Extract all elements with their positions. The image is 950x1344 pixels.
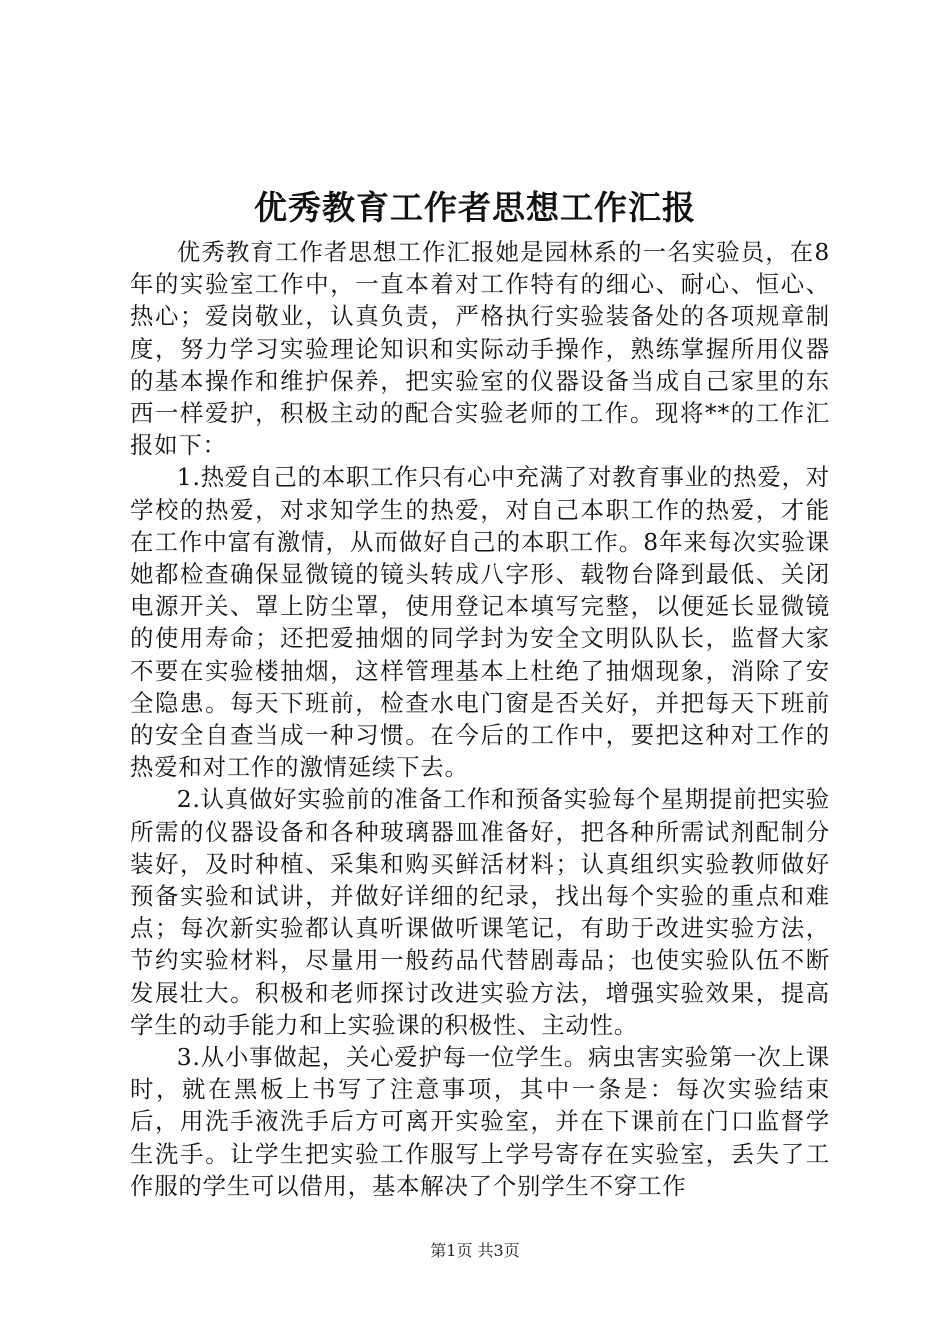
document-body bbox=[130, 236, 830, 1202]
paragraph-intro: 优秀教育工作者思想工作汇报她是园林系的一名实验员，在8年的实验室工作中，一直本着对工作特有的细心、耐心、恒心、热心；爱岗敬业，认真负责，严格执行实验装备处的各项规章制度，努力学习实验理论知识和实际动手操作，熟练掌握所用仪器的基本操作和维护保养，把实验室的仪器设备当成自己家里的东西一样爱护，积极主动的配合实验老师的工作。现将**的工作汇报如下： bbox=[130, 238, 830, 460]
paragraph-item-3: 3.从小事做起，关心爱护每一位学生。病虫害实验第一次上课时，就在黑板上书写了注意事项，其中一条是：每次实验结束后，用洗手液洗手后方可离开实验室，并在下课前在门口监督学生洗手。让学生把实验工作服写上学号寄存在实验室，丢失了工作服的学生可以借用，基本解决了个别学生不穿工作 bbox=[130, 1043, 830, 1200]
document-title: 优秀教育工作者思想工作汇报 bbox=[254, 188, 696, 227]
paragraph-item-2: 2.认真做好实验前的准备工作和预备实验每个星期提前把实验所需的仪器设备和各种玻璃器皿准备好，把各种所需试剂配制分装好，及时种植、采集和购买鲜活材料；认真组织实验教师做好预备实验和试讲，并做好详细的纪录，找出每个实验的重点和难点；每次新实验都认真听课做听课笔记，有助于改进实验方法，节约实验材料，尽量用一般药品代替剧毒品；也使实验队伍不断发展壮大。积极和老师探讨改进实验方法，增强实验效果，提高学生的动手能力和上实验课的积极性、主动性。 bbox=[130, 785, 830, 1039]
paragraph-item-1: 1.热爱自己的本职工作只有心中充满了对教育事业的热爱，对学校的热爱，对求知学生的热爱，对自己本职工作的热爱，才能在工作中富有激情，从而做好自己的本职工作。8年来每次实验课她都检查确保显微镜的镜头转成八字形、载物台降到最低、关闭电源开关、罩上防尘罩，使用登记本填写完整，以便延长显微镜的使用寿命；还把爱抽烟的同学封为安全文明队队长，监督大家不要在实验楼抽烟，这样管理基本上杜绝了抽烟现象，消除了安全隐患。每天下班前，检查水电门窗是否关好，并把每天下班前的安全自查当成一种习惯。在今后的工作中，要把这种对工作的热爱和对工作的激情延续下去。 bbox=[130, 463, 830, 782]
page-number-footer: 第1页 共3页 bbox=[430, 1241, 520, 1260]
